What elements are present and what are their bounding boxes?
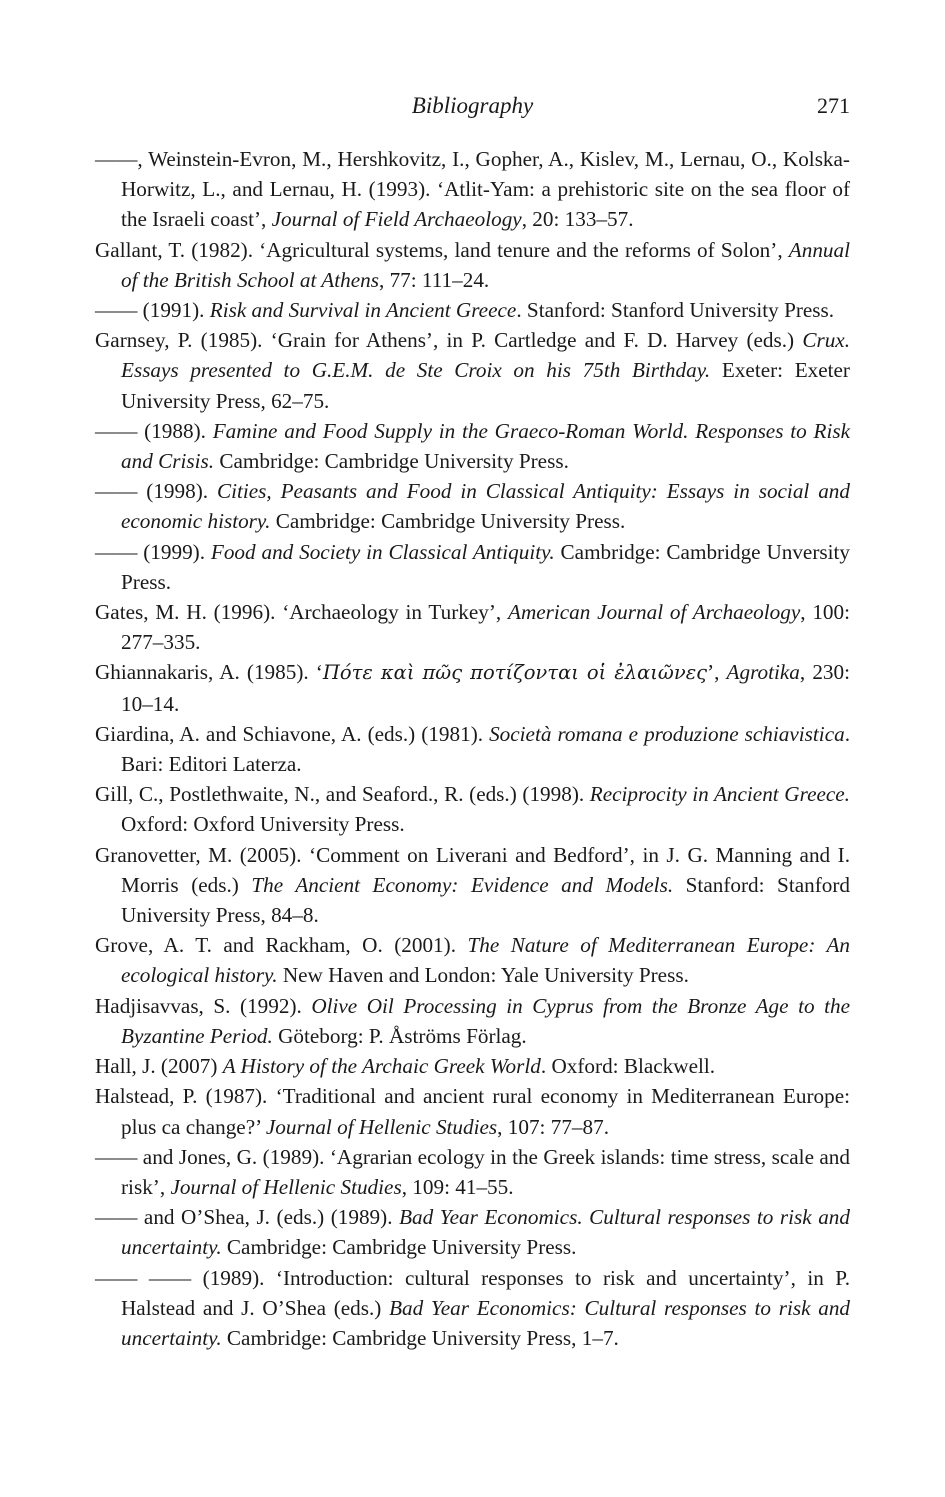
entry-title-italic: Reciprocity in Ancient Greece. xyxy=(589,782,850,807)
entry-text: Stanford: Stanford University Press, 84–8. xyxy=(121,872,851,928)
entry-title-italic: Crux. Essays presented to G.E.M. de Ste Croix on his 75th Birthday. xyxy=(121,328,850,383)
entry-title-italic: Journal of Hellenic Studies xyxy=(265,1114,498,1139)
entry-text: —— and O’Shea, J. (eds.) (1989). xyxy=(95,1205,400,1230)
bibliography-list xyxy=(95,144,850,1353)
bibliography-entry xyxy=(95,719,850,779)
entry-text: —— (1998). xyxy=(95,479,217,504)
entry-text: Gill, C., Postlethwaite, N., and Seaford., R. (eds.) (1998). xyxy=(95,782,590,807)
entry-text: —— (1988). xyxy=(95,418,213,443)
entry-text: Garnsey, P. (1985). ‘Grain for Athens’, in P. Cartledge and F. D. Harvey (eds.) xyxy=(95,328,803,353)
entry-text: , 100: 277–335. xyxy=(121,600,850,655)
entry-text: . Stanford: Stanford University Press. xyxy=(516,298,835,323)
bibliography-entry xyxy=(95,325,850,416)
entry-text: . Oxford: Blackwell. xyxy=(540,1054,716,1079)
entry-text: New Haven and London: Yale University Press. xyxy=(277,963,689,988)
entry-text: ——, Weinstein-Evron, M., Hershkovitz, I., Gopher, A., Kislev, M., Lernau, O., Kolska-Horwitz, L., and Lernau, H. (1993). ‘Atlit-Yam: a prehistoric site on the sea floor of the Israeli coast’, xyxy=(95,147,850,232)
entry-title-italic: The Nature of Mediterranean Europe: An ecological history. xyxy=(121,933,850,988)
entry-text: , 107: 77–87. xyxy=(497,1114,609,1139)
entry-text: , 20: 133–57. xyxy=(521,207,634,232)
bibliography-entry xyxy=(95,657,850,718)
entry-text: Giardina, A. and Schiavone, A. (eds.) (1981). xyxy=(95,721,490,746)
bibliography-entry xyxy=(95,537,850,597)
entry-text: Göteborg: P. Åströms Förlag. xyxy=(272,1023,527,1048)
entry-text: , 230: 10–14. xyxy=(121,660,850,716)
bibliography-entry xyxy=(95,779,850,839)
page-header xyxy=(95,90,850,122)
entry-title-italic: Olive Oil Processing in Cyprus from the Bronze Age to the Byzantine Period. xyxy=(121,993,850,1048)
entry-title-italic: Journal of Field Archaeology xyxy=(271,207,522,232)
entry-text: Halstead, P. (1987). ‘Traditional and ancient rural economy in Mediterranean Europe: plus ca change?’ xyxy=(95,1084,850,1139)
bibliography-entry xyxy=(95,416,850,476)
entry-text: —— (1999). xyxy=(95,539,211,564)
bibliography-entry xyxy=(95,476,850,536)
bibliography-entry xyxy=(95,235,850,295)
entry-text: Grove, A. T. and Rackham, O. (2001). xyxy=(95,933,468,958)
entry-title-italic: Πότε καὶ πῶς ποτίζονται οἱ ἐλαιῶνες xyxy=(322,661,708,685)
entry-text: Hadjisavvas, S. (1992). xyxy=(95,993,312,1018)
entry-title-italic: Bad Year Economics. Cultural responses to risk and uncertainty. xyxy=(121,1205,850,1260)
entry-title-italic: Journal of Hellenic Studies xyxy=(170,1174,402,1199)
entry-text: ’, xyxy=(707,660,727,685)
entry-title-italic: Bad Year Economics: Cultural responses to risk and uncertainty. xyxy=(121,1295,851,1350)
bibliography-entry xyxy=(95,1081,850,1141)
bibliography-entry xyxy=(95,295,850,325)
entry-text: Cambridge: Cambridge University Press. xyxy=(221,1235,577,1260)
entry-title-italic: Famine and Food Supply in the Graeco-Roman World. Responses to Risk and Crisis. xyxy=(121,418,850,474)
entry-text: —— and Jones, G. (1989). ‘Agrarian ecology in the Greek islands: time stress, scale and risk’, xyxy=(95,1144,850,1199)
entry-text: Hall, J. (2007) xyxy=(95,1054,223,1079)
bibliography-entry xyxy=(95,1263,850,1354)
entry-title-italic: Risk and Survival in Ancient Greece xyxy=(209,298,517,323)
entry-text: Granovetter, M. (2005). ‘Comment on Liverani and Bedford’, in J. G. Manning and I. Morris (eds.) xyxy=(95,842,850,897)
entry-text: , 109: 41–55. xyxy=(401,1174,514,1199)
entry-text: Gates, M. H. (1996). ‘Archaeology in Turkey’, xyxy=(95,600,508,625)
entry-title-italic: Annual of the British School at Athens xyxy=(121,237,850,292)
entry-text: —— (1991). xyxy=(95,298,210,323)
entry-title-italic: American Journal of Archaeology xyxy=(508,600,801,625)
bibliography-entry xyxy=(95,1051,850,1081)
page-number: 271 xyxy=(817,93,850,118)
entry-text: . Bari: Editori Laterza. xyxy=(121,721,850,777)
entry-title-italic: Food and Society in Classical Antiquity. xyxy=(210,539,555,564)
entry-text: —— —— (1989). ‘Introduction: cultural responses to risk and uncertainty’, in P. Halstead and J. O’Shea (eds.) xyxy=(95,1265,850,1320)
entry-text: , 77: 111–24. xyxy=(378,267,490,292)
running-title: Bibliography xyxy=(411,93,534,118)
entry-text: Exeter: Exeter University Press, 62–75. xyxy=(121,358,850,413)
bibliography-entry xyxy=(95,840,850,931)
entry-title-italic: Agrotika xyxy=(726,660,800,685)
bibliography-entry xyxy=(95,1142,850,1202)
entry-text: Oxford: Oxford University Press. xyxy=(121,812,405,837)
entry-title-italic: Cities, Peasants and Food in Classical Antiquity: Essays in social and economic history. xyxy=(121,479,850,534)
entry-text: Cambridge: Cambridge University Press, 1–7. xyxy=(221,1325,619,1350)
bibliography-entry xyxy=(95,597,850,657)
entry-text: Cambridge: Cambridge Unversity Press. xyxy=(121,539,850,594)
entry-title-italic: The Ancient Economy: Evidence and Models. xyxy=(251,872,674,897)
bibliography-entry xyxy=(95,144,850,235)
entry-text: Cambridge: Cambridge University Press. xyxy=(214,449,569,474)
entry-title-italic: Società romana e produzione schiavistica xyxy=(489,721,845,746)
bibliography-entry xyxy=(95,991,850,1051)
entry-title-italic: A History of the Archaic Greek World xyxy=(222,1054,541,1079)
bibliography-entry xyxy=(95,930,850,990)
entry-text: Cambridge: Cambridge University Press. xyxy=(270,509,626,534)
bibliography-entry xyxy=(95,1202,850,1262)
entry-text: Gallant, T. (1982). ‘Agricultural systems, land tenure and the reforms of Solon’, xyxy=(95,237,789,262)
entry-text: Ghiannakaris, A. (1985). ‘ xyxy=(95,660,323,685)
